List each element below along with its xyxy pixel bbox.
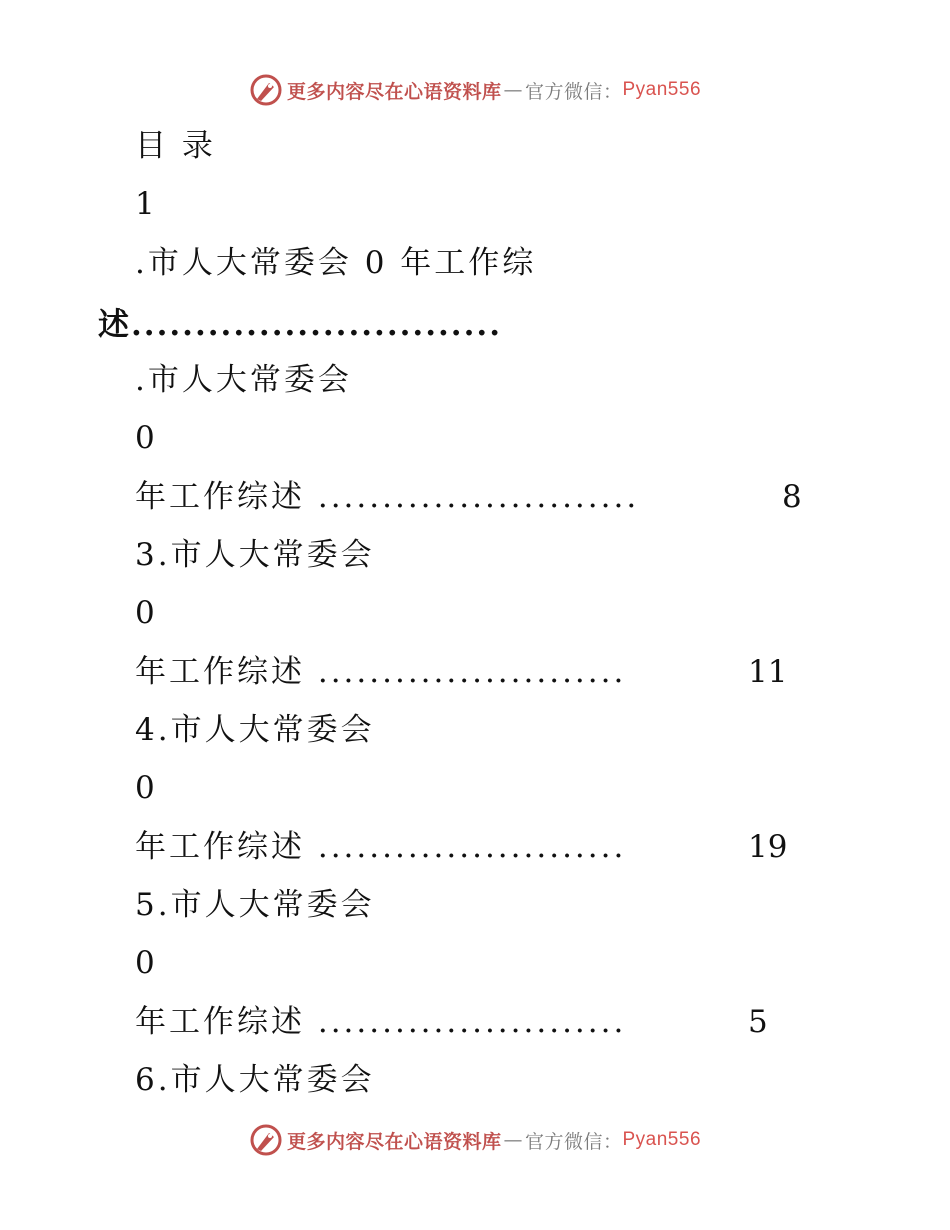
toc-line: 1 <box>135 186 158 222</box>
watermark-banner-bottom <box>0 1120 950 1160</box>
toc-page-number: 11 <box>748 654 788 690</box>
toc-line: 0 <box>135 595 158 631</box>
pen-logo-icon <box>249 73 283 107</box>
toc-line: 0 <box>135 945 158 981</box>
toc-line: 0 <box>135 420 158 456</box>
toc-page-number: 5 <box>748 1004 768 1040</box>
banner-separator: — <box>503 1129 523 1151</box>
toc-line: 年工作综述 ........................ <box>135 1004 627 1040</box>
toc-line: 6.市人大常委会 <box>135 1062 375 1098</box>
toc-line: 0 <box>135 770 158 806</box>
toc-line: 5.市人大常委会 <box>135 887 375 923</box>
toc-line: .市人大常委会 0 年工作综 <box>135 245 537 281</box>
banner-wechat-id: Pyan556 <box>622 1129 702 1150</box>
banner-wechat-id: Pyan556 <box>622 79 702 100</box>
toc-line: 述............................. <box>98 307 502 343</box>
banner-main-text: 更多内容尽在心语资料库 <box>286 1130 502 1153</box>
toc-line: 4.市人大常委会 <box>135 712 375 748</box>
banner-main-text: 更多内容尽在心语资料库 <box>286 80 502 103</box>
watermark-banner-top <box>0 70 950 110</box>
toc-page-number: 19 <box>748 829 788 865</box>
toc-line: 年工作综述 ......................... <box>135 479 640 515</box>
toc-line: .市人大常委会 <box>135 362 352 398</box>
toc-page-number: 8 <box>782 479 802 515</box>
toc-line: 年工作综述 ........................ <box>135 654 627 690</box>
toc-heading: 目 录 <box>135 128 216 164</box>
toc-line: 年工作综述 ........................ <box>135 829 627 865</box>
pen-logo-icon <box>249 1123 283 1157</box>
banner-separator: — <box>503 79 523 101</box>
banner-label: 官方微信： <box>524 1130 623 1153</box>
banner-label: 官方微信： <box>524 80 623 103</box>
toc-line: 3.市人大常委会 <box>135 537 375 573</box>
